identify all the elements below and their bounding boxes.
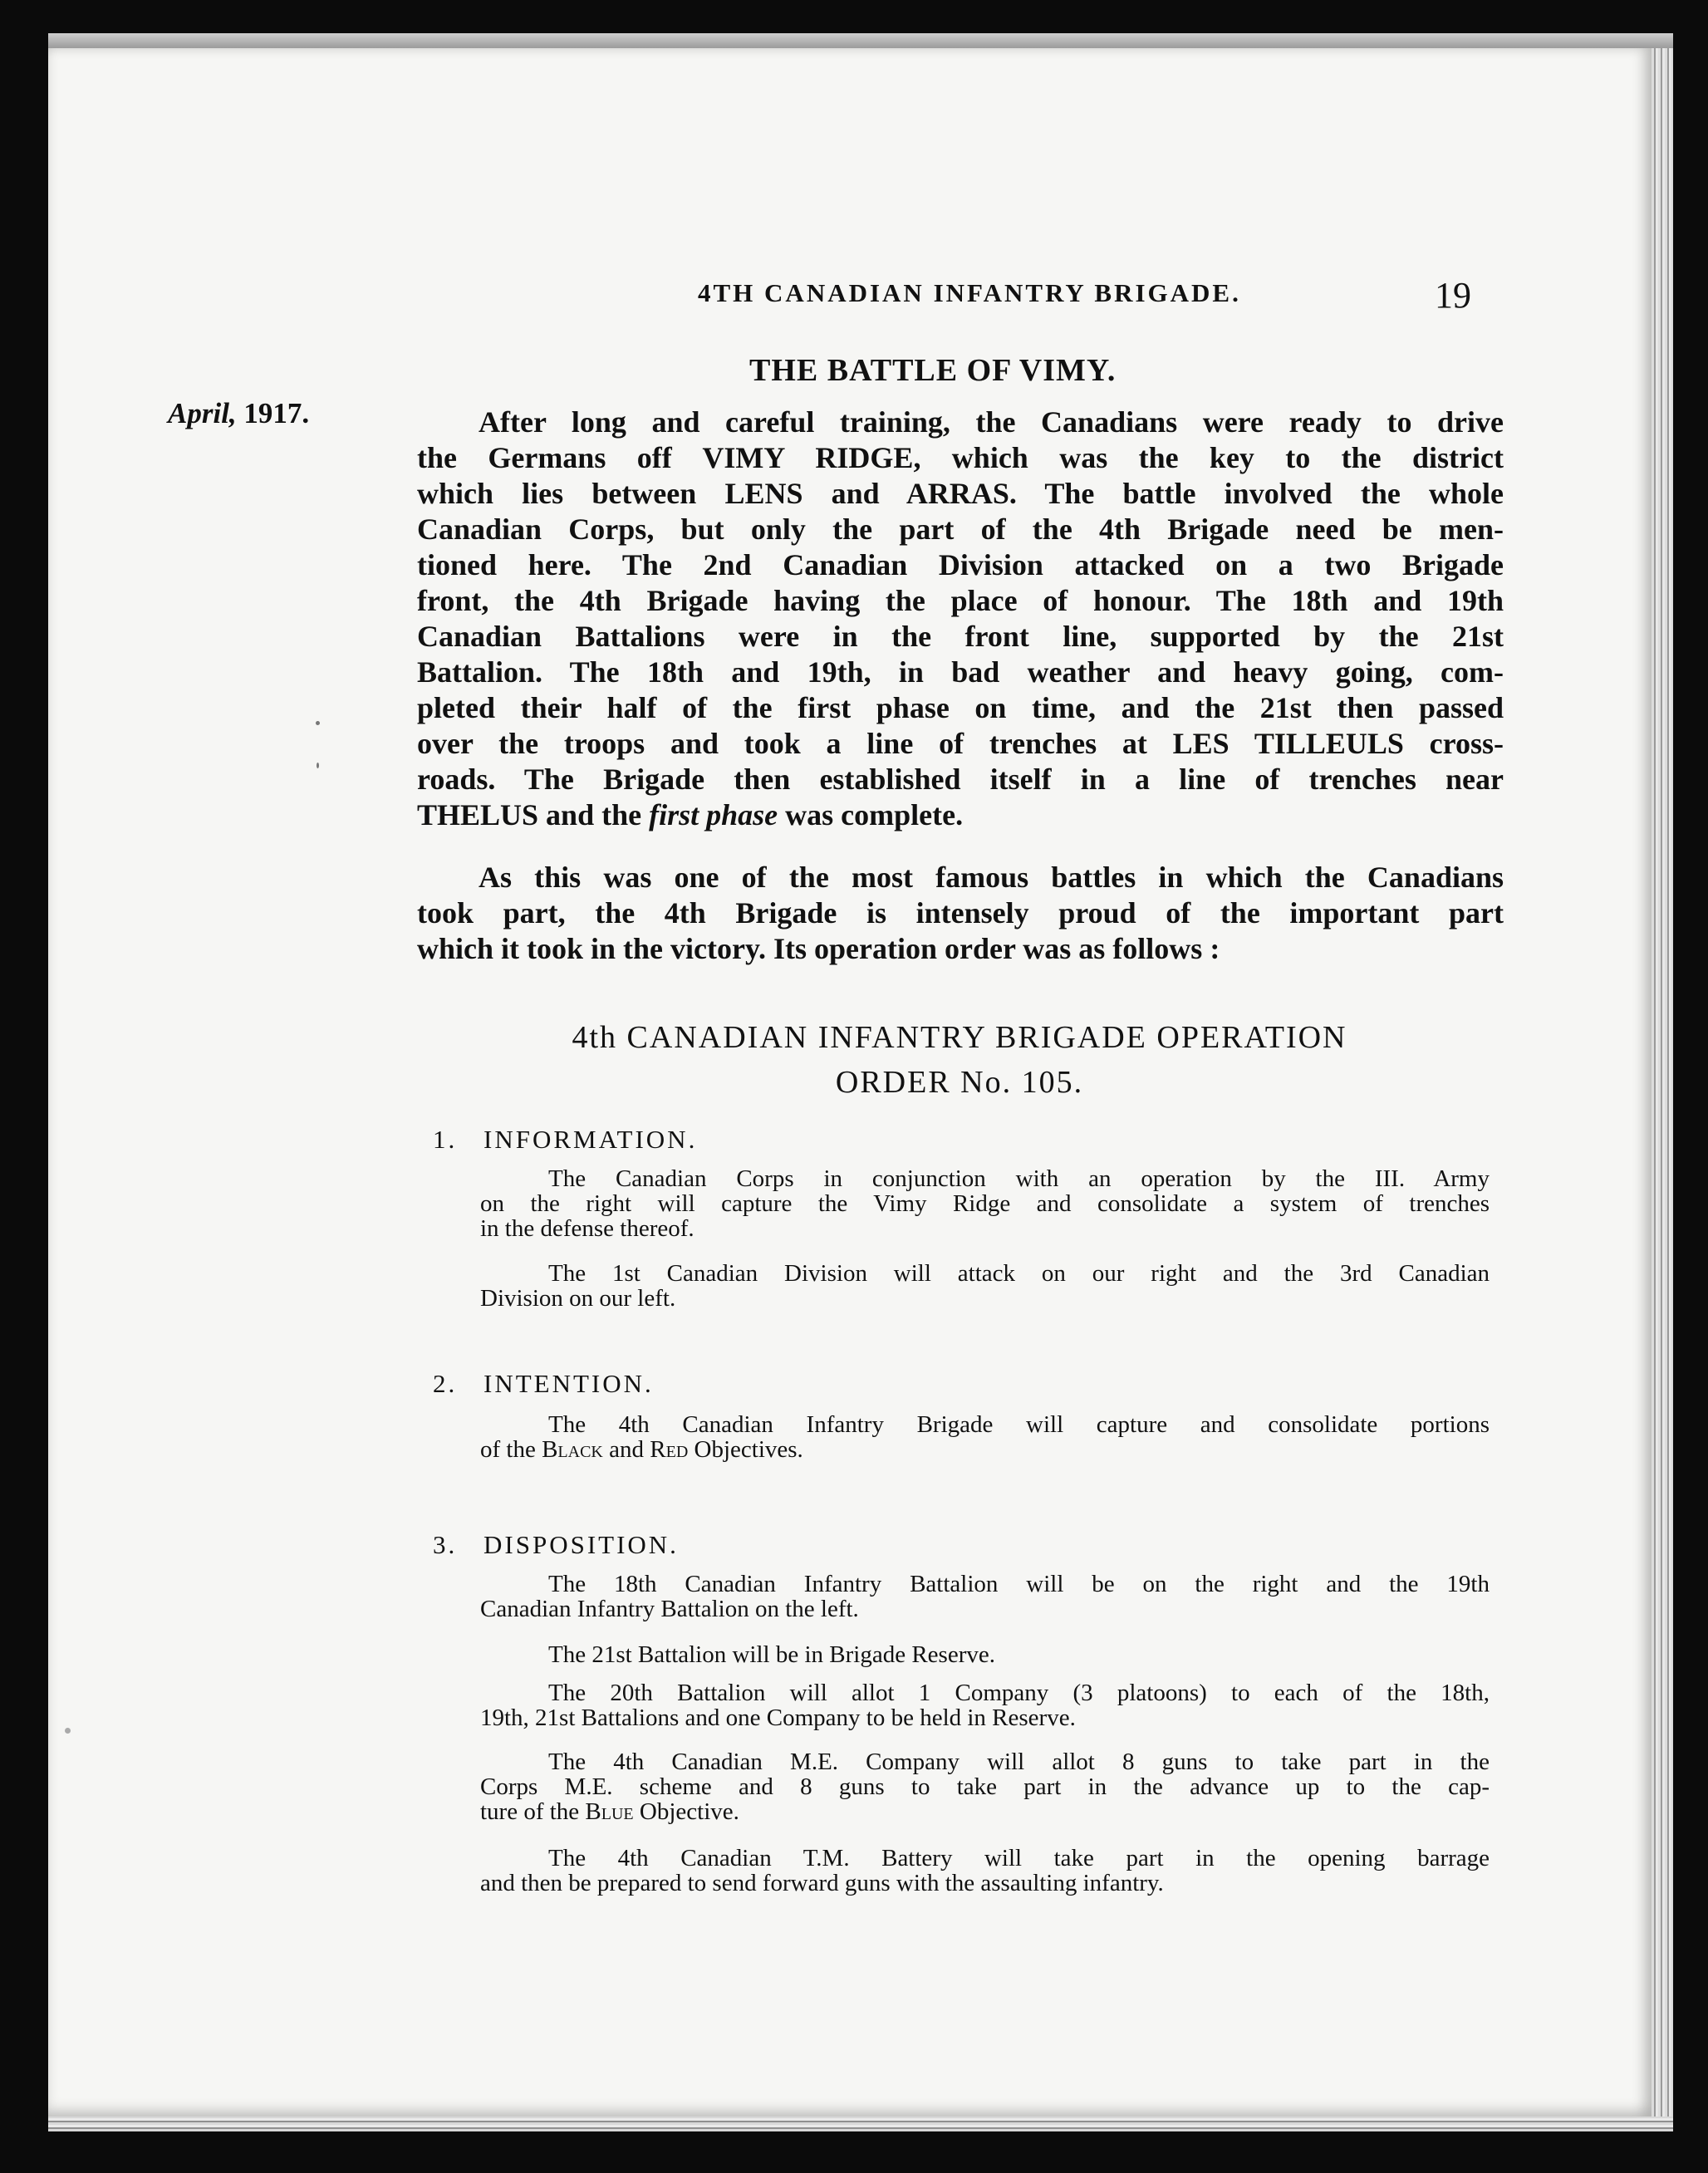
text-run: ture of the — [480, 1798, 586, 1825]
red-objective: Red — [650, 1436, 689, 1463]
order-title-line: 4th CANADIAN INFANTRY BRIGADE OPERATION — [572, 1020, 1347, 1055]
running-header: 4TH CANADIAN INFANTRY BRIGADE. — [698, 278, 1241, 307]
text-line: tioned here. The 2nd Canadian Division attacked on a two Brigade — [417, 548, 1504, 581]
section-number: 3. — [433, 1530, 458, 1559]
book-top-edge — [48, 33, 1673, 48]
order-title-line: ORDER No. 105. — [835, 1065, 1084, 1100]
text-line: The Canadian Corps in conjunction with an operation by the III. Army — [548, 1165, 1490, 1192]
text-line: on the right will capture the Vimy Ridge and consolidate a system of trenches — [480, 1190, 1490, 1217]
date-month: April, — [168, 397, 237, 429]
text-run: THELUS and the — [417, 798, 650, 831]
text-line: over the troops and took a line of trenches at LES TILLEULS cross- — [417, 727, 1504, 760]
section-number: 1. — [433, 1125, 458, 1154]
text-line: Canadian Battalions were in the front line, supported by the 21st — [417, 620, 1504, 653]
text-line: The 20th Battalion will allot 1 Company (3 platoons) to each of the 18th, — [548, 1680, 1490, 1706]
text-line: 19th, 21st Battalions and one Company to be held in Reserve. — [480, 1705, 1076, 1731]
section-number: 2. — [433, 1369, 458, 1398]
text-line: pleted their half of the first phase on time, and the 21st then passed — [417, 691, 1504, 724]
paper-speck — [65, 1728, 71, 1734]
text-line: the Germans off VIMY RIDGE, which was the key to the district — [417, 441, 1504, 474]
section-heading-information: INFORMATION. — [483, 1125, 698, 1154]
page-number: 19 — [1435, 275, 1471, 316]
text-line: The 4th Canadian T.M. Battery will take part in the opening barrage — [548, 1845, 1490, 1871]
text-line — [480, 1437, 1490, 1462]
intention-paragraph — [480, 1412, 1490, 1462]
text-run: Objective. — [633, 1798, 739, 1825]
text-line: The 21st Battalion will be in Brigade Reserve. — [548, 1641, 995, 1668]
paper-speck — [316, 721, 320, 725]
operation-order-title — [515, 1015, 1404, 1105]
paragraph-battle-narrative — [417, 405, 1504, 833]
paper-speck — [317, 763, 319, 768]
text-line: The 4th Canadian Infantry Brigade will capture and consolidate portions — [548, 1411, 1490, 1438]
text-line: which lies between LENS and ARRAS. The battle involved the whole — [417, 477, 1504, 510]
blue-objective: Blue — [585, 1798, 634, 1825]
text-line: Corps M.E. scheme and 8 guns to take part in the advance up to the cap- — [480, 1773, 1490, 1800]
chapter-title: THE BATTLE OF VIMY. — [749, 353, 1117, 388]
text-line — [480, 1799, 1490, 1824]
text-line — [417, 797, 1504, 833]
disposition-paragraph-4 — [480, 1749, 1490, 1824]
text-line: Canadian Infantry Battalion on the left. — [480, 1596, 859, 1622]
text-line: As this was one of the most famous battles in which the Canadians — [479, 861, 1504, 894]
disposition-paragraph-3 — [480, 1680, 1490, 1730]
text-line: After long and careful training, the Canadians were ready to drive — [479, 405, 1504, 439]
margin-date — [168, 397, 309, 430]
text-line: in the defense thereof. — [480, 1215, 694, 1242]
book-bottom-edge — [48, 2117, 1673, 2131]
text-line: roads. The Brigade then established itself in a line of trenches near — [417, 763, 1504, 796]
paragraph-introduction-order — [417, 860, 1504, 967]
disposition-paragraph-5 — [480, 1846, 1490, 1896]
text-line: Battalion. The 18th and 19th, in bad weather and heavy going, com- — [417, 655, 1504, 689]
text-run: Objectives. — [688, 1436, 803, 1463]
disposition-paragraph-2 — [480, 1642, 1490, 1667]
text-line: and then be prepared to send forward guns with the assaulting infantry. — [480, 1870, 1164, 1896]
section-heading-intention: INTENTION. — [483, 1369, 654, 1398]
text-line: Canadian Corps, but only the part of the 4th Brigade need be men- — [417, 513, 1504, 546]
text-line: The 1st Canadian Division will attack on our right and the 3rd Canadian — [548, 1260, 1490, 1287]
text-line: which it took in the victory. Its operation order was as follows : — [417, 932, 1220, 965]
disposition-paragraph-1 — [480, 1572, 1490, 1621]
text-run: and — [602, 1436, 650, 1463]
text-line: took part, the 4th Brigade is intensely proud of the important part — [417, 896, 1504, 930]
book-right-edge — [1652, 48, 1673, 2117]
date-year: 1917. — [243, 397, 310, 429]
information-paragraph-2 — [480, 1261, 1490, 1311]
text-line: The 18th Canadian Infantry Battalion will be on the right and the 19th — [548, 1571, 1490, 1597]
text-line: Division on our left. — [480, 1285, 676, 1312]
emphasis-first-phase: first phase — [649, 798, 778, 831]
section-heading-disposition: DISPOSITION. — [483, 1530, 679, 1559]
information-paragraph-1 — [480, 1166, 1490, 1241]
text-line: front, the 4th Brigade having the place of honour. The 18th and 19th — [417, 584, 1504, 617]
black-objective: Black — [542, 1436, 603, 1463]
text-line: The 4th Canadian M.E. Company will allot 8 guns to take part in the — [548, 1749, 1490, 1775]
text-run: of the — [480, 1436, 542, 1463]
text-run: was complete. — [778, 798, 964, 831]
